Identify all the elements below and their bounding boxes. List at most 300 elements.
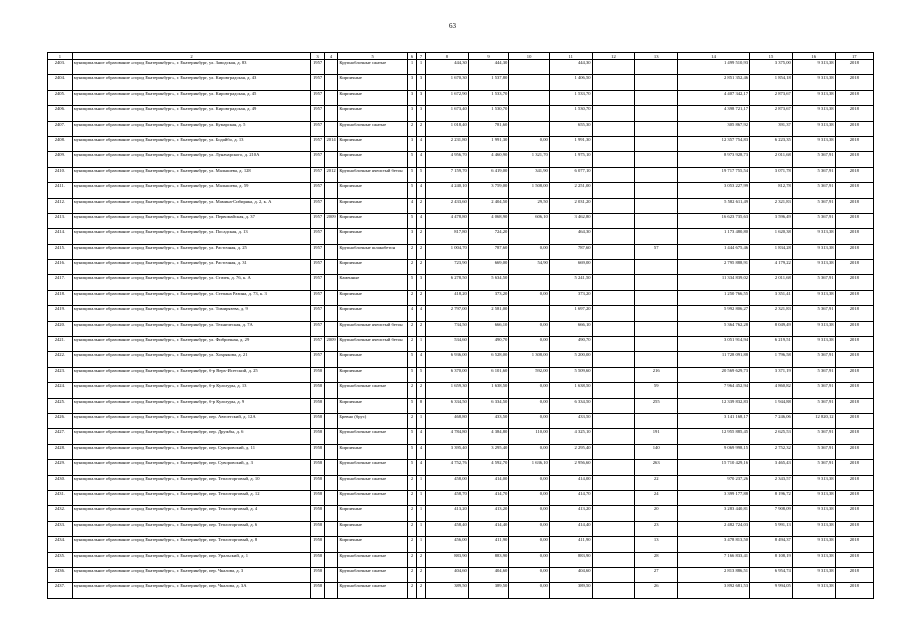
cell-col-6: 5 <box>408 460 417 475</box>
cell-col-2: муниципальное образование «город Екатеринбург», г. Екатеринбург, пер. Теплоторговый, д. 4 <box>72 506 311 521</box>
cell-col-13: 140 <box>635 444 678 459</box>
cell-col-14: 3 141 168,17 <box>678 413 750 428</box>
cell-col-2: муниципальное образование «город Екатеринбург», г. Екатеринбург, ул. Кировградская, д. 45 <box>72 90 311 105</box>
cell-col-8: 468,80 <box>426 413 469 428</box>
cell-col-1: 2421. <box>48 337 73 352</box>
column-numbers-row <box>48 53 874 60</box>
cell-col-3: 1957 <box>311 60 325 75</box>
table-row <box>48 275 874 290</box>
cell-col-1: 2414. <box>48 229 73 244</box>
cell-col-2: муниципальное образование «город Екатеринбург», г. Екатеринбург, ул. Хохрякова, д. 21 <box>72 352 311 367</box>
cell-col-5: Крупноблочные сжатые <box>338 460 408 475</box>
cell-col-8: 404,60 <box>426 567 469 582</box>
cell-col-1: 2429. <box>48 460 73 475</box>
cell-col-10: 0,00 <box>509 552 550 567</box>
cell-col-15: 9 994,05 <box>750 583 793 598</box>
cell-col-12 <box>592 460 635 475</box>
cell-col-15: 1 834,28 <box>750 244 793 259</box>
cell-col-2: муниципальное образование «город Екатеринбург», г. Екатеринбург, пер. Уральский, д. 1 <box>72 552 311 567</box>
cell-col-16: 5 367,91 <box>792 367 835 382</box>
cell-col-10: 0,00 <box>509 383 550 398</box>
cell-col-14: 1 444 675,46 <box>678 244 750 259</box>
cell-col-2: муниципальное образование «город Екатеринбург», г. Екатеринбург, пер. Суворовский, д. 11 <box>72 444 311 459</box>
cell-col-2: муниципальное образование «город Екатеринбург», г. Екатеринбург, пер. Чкалова, д. 3А <box>72 583 311 598</box>
cell-col-6: 5 <box>408 152 417 167</box>
column-number-header: 9 <box>468 53 509 60</box>
cell-col-10 <box>509 275 550 290</box>
cell-col-5: Кирпичные <box>338 198 408 213</box>
cell-col-3: 1957 <box>311 290 325 305</box>
cell-col-10 <box>509 90 550 105</box>
cell-col-10: 0,00 <box>509 567 550 582</box>
table-row <box>48 490 874 505</box>
cell-col-15: 2 321,83 <box>750 198 793 213</box>
cell-col-2: муниципальное образование «город Екатеринбург», г. Екатеринбург, ул. Бодайбо, д. 13 <box>72 136 311 151</box>
cell-col-11: 787,60 <box>549 244 592 259</box>
cell-col-3: 1957 <box>311 167 325 182</box>
cell-col-3: 1957 <box>311 337 325 352</box>
cell-col-13 <box>635 306 678 321</box>
cell-col-1: 2420. <box>48 321 73 336</box>
cell-col-13 <box>635 275 678 290</box>
cell-col-12 <box>592 275 635 290</box>
cell-col-16: 5 367,91 <box>792 398 835 413</box>
cell-col-5: Кирпичные <box>338 106 408 121</box>
cell-col-7: 2 <box>417 567 426 582</box>
cell-col-7: 2 <box>417 583 426 598</box>
cell-col-14: 3 478 813,50 <box>678 537 750 552</box>
cell-col-8: 723,90 <box>426 260 469 275</box>
cell-col-4 <box>324 398 338 413</box>
cell-col-12 <box>592 583 635 598</box>
cell-col-14: 305 867,92 <box>678 121 750 136</box>
cell-col-14: 3 399 177,88 <box>678 490 750 505</box>
cell-col-3: 1957 <box>311 198 325 213</box>
cell-col-17: 2018 <box>835 383 873 398</box>
cell-col-12 <box>592 383 635 398</box>
cell-col-3: 1957 <box>311 213 325 228</box>
cell-col-10: 0,00 <box>509 136 550 151</box>
cell-col-16: 9 313,38 <box>792 229 835 244</box>
cell-col-2: муниципальное образование «город Екатеринбург», г. Екатеринбург, пер. Дружбы, д. 6 <box>72 429 311 444</box>
cell-col-5: Крупноблочные сжатые <box>338 490 408 505</box>
cell-col-1: 2404. <box>48 75 73 90</box>
cell-col-3: 1957 <box>311 106 325 121</box>
cell-col-7: 3 <box>417 90 426 105</box>
cell-col-5: Кирпичные <box>338 229 408 244</box>
cell-col-11: 1 530,70 <box>549 106 592 121</box>
cell-col-6: 5 <box>408 352 417 367</box>
cell-col-3: 1958 <box>311 567 325 582</box>
cell-col-3: 1958 <box>311 537 325 552</box>
cell-col-11: 883,90 <box>549 552 592 567</box>
cell-col-16: 9 313,38 <box>792 90 835 105</box>
table-row <box>48 121 874 136</box>
cell-col-6: 2 <box>408 521 417 536</box>
cell-col-17: 2018 <box>835 367 873 382</box>
cell-col-1: 2430. <box>48 475 73 490</box>
cell-col-14: 7 166 833,41 <box>678 552 750 567</box>
cell-col-13 <box>635 352 678 367</box>
cell-col-1: 2433. <box>48 521 73 536</box>
cell-col-8: 413,20 <box>426 506 469 521</box>
cell-col-5: Кирпичные <box>338 75 408 90</box>
cell-col-15: 5 991,13 <box>750 521 793 536</box>
cell-col-17: 2018 <box>835 152 873 167</box>
cell-col-11: 464,30 <box>549 229 592 244</box>
cell-col-17: 2018 <box>835 260 873 275</box>
cell-col-6: 2 <box>408 244 417 259</box>
cell-col-12 <box>592 567 635 582</box>
cell-col-8: 1 659,30 <box>426 383 469 398</box>
cell-col-8: 1 004,70 <box>426 244 469 259</box>
cell-col-8: 7 159,70 <box>426 167 469 182</box>
cell-col-2: муниципальное образование «город Екатеринбург», г. Екатеринбург, пер. Теплоторговый, д. 8 <box>72 537 311 552</box>
cell-col-13 <box>635 106 678 121</box>
housing-registry-table <box>47 52 874 599</box>
cell-col-3: 1958 <box>311 444 325 459</box>
cell-col-11: 6 334,50 <box>549 398 592 413</box>
cell-col-14: 1 250 766,55 <box>678 290 750 305</box>
cell-col-5: Каменные <box>338 275 408 290</box>
cell-col-7: 4 <box>417 460 426 475</box>
cell-col-2: муниципальное образование «город Екатеринбург», г. Екатеринбург, ул. Малышева, д. 128 <box>72 167 311 182</box>
cell-col-13 <box>635 260 678 275</box>
table-row <box>48 306 874 321</box>
cell-col-6: 2 <box>408 337 417 352</box>
cell-col-9: 883,90 <box>468 552 509 567</box>
cell-col-16: 9 313,38 <box>792 244 835 259</box>
cell-col-9: 2 404,50 <box>468 198 509 213</box>
cell-col-5: Кирпичные <box>338 398 408 413</box>
cell-col-16: 5 367,91 <box>792 213 835 228</box>
cell-col-1: 2428. <box>48 444 73 459</box>
cell-col-1: 2422. <box>48 352 73 367</box>
cell-col-16: 9 313,38 <box>792 290 835 305</box>
cell-col-11: 444,30 <box>549 60 592 75</box>
cell-col-9: 433,50 <box>468 413 509 428</box>
cell-col-1: 2426. <box>48 413 73 428</box>
table-row <box>48 337 874 352</box>
cell-col-2: муниципальное образование «город Екатеринбург», г. Екатеринбург, б-р Культуры, д. 9 <box>72 398 311 413</box>
cell-col-9: 1 530,70 <box>468 106 509 121</box>
cell-col-17: 2018 <box>835 306 873 321</box>
cell-col-17: 2018 <box>835 398 873 413</box>
cell-col-9: 669,00 <box>468 260 509 275</box>
cell-col-13 <box>635 136 678 151</box>
cell-col-8: 4 752,76 <box>426 460 469 475</box>
cell-col-7: 8 <box>417 398 426 413</box>
cell-col-4 <box>324 490 338 505</box>
cell-col-3: 1957 <box>311 183 325 198</box>
cell-col-16: 9 313,38 <box>792 552 835 567</box>
cell-col-11: 1 975,10 <box>549 152 592 167</box>
cell-col-11: 413,20 <box>549 506 592 521</box>
cell-col-5: Крупноблочные сжатые <box>338 567 408 582</box>
cell-col-7: 3 <box>417 106 426 121</box>
cell-col-11: 490,70 <box>549 337 592 352</box>
cell-col-13: 13 <box>635 537 678 552</box>
cell-col-14: 2 851 352,46 <box>678 75 750 90</box>
cell-col-9: 1 537,80 <box>468 75 509 90</box>
cell-col-9: 3 759,00 <box>468 183 509 198</box>
cell-col-3: 1958 <box>311 583 325 598</box>
table-row <box>48 413 874 428</box>
cell-col-10: 1 321,70 <box>509 152 550 167</box>
cell-col-9: 490,70 <box>468 337 509 352</box>
cell-col-2: муниципальное образование «город Екатеринбург», г. Екатеринбург, пер. Суворовский, д. 3 <box>72 460 311 475</box>
cell-col-11: 666,10 <box>549 321 592 336</box>
cell-col-1: 2435. <box>48 552 73 567</box>
cell-col-3: 1958 <box>311 521 325 536</box>
cell-col-4 <box>324 367 338 382</box>
cell-col-8: 4 478,80 <box>426 213 469 228</box>
cell-col-2: муниципальное образование «город Екатеринбург», г. Екатеринбург, ул. Кировградская, д. 49 <box>72 106 311 121</box>
cell-col-10: 0,00 <box>509 444 550 459</box>
cell-col-3: 1958 <box>311 383 325 398</box>
cell-col-7: 3 <box>417 75 426 90</box>
column-number-header: 13 <box>635 53 678 60</box>
cell-col-10: 341,90 <box>509 167 550 182</box>
cell-col-17: 2018 <box>835 521 873 536</box>
cell-col-1: 2424. <box>48 383 73 398</box>
cell-col-4 <box>324 567 338 582</box>
cell-col-8: 2 797,00 <box>426 306 469 321</box>
cell-col-2: муниципальное образование «город Екатеринбург», г. Екатеринбург, ул. Расточная, д. 31 <box>72 260 311 275</box>
cell-col-5: Крупноблочные сжатые <box>338 583 408 598</box>
cell-col-11: 411,90 <box>549 537 592 552</box>
cell-col-5: Кирпичные <box>338 290 408 305</box>
cell-col-4: 2012 <box>324 167 338 182</box>
table-row <box>48 60 874 75</box>
cell-col-16: 9 313,38 <box>792 60 835 75</box>
cell-col-3: 1957 <box>311 136 325 151</box>
table-row <box>48 167 874 182</box>
cell-col-17: 2018 <box>835 290 873 305</box>
cell-col-2: муниципальное образование «город Екатеринбург», г. Екатеринбург, пер. Автоегский, д. 12А <box>72 413 311 428</box>
cell-col-15: 3 375,00 <box>750 60 793 75</box>
cell-col-6: 1 <box>408 60 417 75</box>
cell-col-14: 15 710 429,16 <box>678 460 750 475</box>
cell-col-1: 2427. <box>48 429 73 444</box>
cell-col-2: муниципальное образование «город Екатеринбург», г. Екатеринбург, пер. Чкалова, д. 3 <box>72 567 311 582</box>
cell-col-6: 2 <box>408 121 417 136</box>
cell-col-6: 5 <box>408 275 417 290</box>
cell-col-7: 3 <box>417 275 426 290</box>
cell-col-2: муниципальное образование «город Екатеринбург», г. Екатеринбург, ул. Заводская, д. 83 <box>72 60 311 75</box>
cell-col-16: 9 313,38 <box>792 567 835 582</box>
cell-col-8: 734,50 <box>426 321 469 336</box>
cell-col-5: Крупноблочные сжатые <box>338 475 408 490</box>
cell-col-1: 2431. <box>48 490 73 505</box>
cell-col-11: 414,70 <box>549 490 592 505</box>
table-row <box>48 460 874 475</box>
cell-col-13: 22 <box>635 475 678 490</box>
cell-col-4 <box>324 290 338 305</box>
cell-col-7: 2 <box>417 244 426 259</box>
cell-col-1: 2437. <box>48 583 73 598</box>
cell-col-2: муниципальное образование «город Екатеринбург», г. Екатеринбург, пер. Теплоторговый, д. 12 <box>72 490 311 505</box>
cell-col-11: 389,50 <box>549 583 592 598</box>
cell-col-7: 1 <box>417 537 426 552</box>
cell-col-7: 1 <box>417 521 426 536</box>
cell-col-11: 2 295,40 <box>549 444 592 459</box>
cell-col-9: 414,40 <box>468 521 509 536</box>
cell-col-6: 2 <box>408 567 417 582</box>
table-row <box>48 475 874 490</box>
cell-col-10 <box>509 229 550 244</box>
cell-col-16: 5 367,91 <box>792 383 835 398</box>
cell-col-13 <box>635 321 678 336</box>
cell-col-13: 59 <box>635 383 678 398</box>
cell-col-13: 20 <box>635 506 678 521</box>
cell-col-8: 444,30 <box>426 60 469 75</box>
cell-col-17: 2018 <box>835 321 873 336</box>
cell-col-17: 2018 <box>835 506 873 521</box>
cell-col-10: 1 508,00 <box>509 183 550 198</box>
cell-col-5: Крупноблочные ячеистый бетон <box>338 321 408 336</box>
cell-col-13 <box>635 413 678 428</box>
cell-col-12 <box>592 198 635 213</box>
cell-col-3: 1958 <box>311 506 325 521</box>
cell-col-3: 1958 <box>311 460 325 475</box>
cell-col-5: Кирпичные <box>338 306 408 321</box>
cell-col-4 <box>324 275 338 290</box>
cell-col-13: 57 <box>635 244 678 259</box>
cell-col-5: Крупноблочные сжатые <box>338 60 408 75</box>
table-row <box>48 183 874 198</box>
cell-col-7: 2 <box>417 198 426 213</box>
cell-col-11: 5 509,60 <box>549 367 592 382</box>
cell-col-11: 3 462,80 <box>549 213 592 228</box>
cell-col-15: 391,37 <box>750 121 793 136</box>
cell-col-12 <box>592 183 635 198</box>
cell-col-12 <box>592 337 635 352</box>
cell-col-16: 9 313,38 <box>792 521 835 536</box>
cell-col-8: 6 334,50 <box>426 398 469 413</box>
cell-col-13: 263 <box>635 460 678 475</box>
cell-col-9: 4 460,90 <box>468 152 509 167</box>
cell-col-7: 4 <box>417 152 426 167</box>
cell-col-14: 3 892 681,53 <box>678 583 750 598</box>
cell-col-14: 11 334 839,02 <box>678 275 750 290</box>
table-row <box>48 352 874 367</box>
cell-col-12 <box>592 229 635 244</box>
cell-col-4 <box>324 352 338 367</box>
cell-col-11: 1 638,50 <box>549 383 592 398</box>
cell-col-5: Крупноблочные сжатые <box>338 429 408 444</box>
cell-col-11: 433,50 <box>549 413 592 428</box>
cell-col-10: 0,00 <box>509 506 550 521</box>
cell-col-17: 2018 <box>835 352 873 367</box>
cell-col-16: 9 313,38 <box>792 490 835 505</box>
cell-col-15: 2 321,83 <box>750 306 793 321</box>
cell-col-9: 6 334,50 <box>468 398 509 413</box>
cell-col-4 <box>324 583 338 598</box>
cell-col-15: 812,78 <box>750 183 793 198</box>
cell-col-17: 2018 <box>835 60 873 75</box>
cell-col-5: Кирпичные <box>338 183 408 198</box>
column-number-header: 2 <box>72 53 311 60</box>
cell-col-2: муниципальное образование «город Екатеринбург», г. Екатеринбург, ул. Луначарского, д. 210А <box>72 152 311 167</box>
cell-col-13 <box>635 75 678 90</box>
cell-col-7: 4 <box>417 444 426 459</box>
cell-col-2: муниципальное образование «город Екатеринбург», г. Екатеринбург, б-р Культуры, д. 13 <box>72 383 311 398</box>
cell-col-14: 12 339 832,83 <box>678 398 750 413</box>
cell-col-1: 2403. <box>48 60 73 75</box>
cell-col-7: 4 <box>417 183 426 198</box>
cell-col-12 <box>592 136 635 151</box>
cell-col-17: 2018 <box>835 183 873 198</box>
cell-col-15: 7 246,06 <box>750 413 793 428</box>
cell-col-2: муниципальное образование «город Екатеринбург», г. Екатеринбург, ул. Первомайская, д. 37 <box>72 213 311 228</box>
cell-col-14: 11 728 091,88 <box>678 352 750 367</box>
cell-col-8: 4 956,70 <box>426 152 469 167</box>
cell-col-15: 2 625,53 <box>750 429 793 444</box>
cell-col-14: 7 964 452,94 <box>678 383 750 398</box>
cell-col-15: 8 049,49 <box>750 321 793 336</box>
cell-col-15: 2 873,67 <box>750 90 793 105</box>
cell-col-16: 5 367,91 <box>792 352 835 367</box>
cell-col-6: 5 <box>408 183 417 198</box>
cell-col-9: 4 384,80 <box>468 429 509 444</box>
cell-col-17: 2018 <box>835 75 873 90</box>
cell-col-17: 2018 <box>835 490 873 505</box>
cell-col-6: 4 <box>408 306 417 321</box>
cell-col-17: 2018 <box>835 552 873 567</box>
cell-col-8: 1 018,40 <box>426 121 469 136</box>
cell-col-16: 5 367,91 <box>792 460 835 475</box>
cell-col-16: 9 313,38 <box>792 321 835 336</box>
cell-col-4 <box>324 444 338 459</box>
cell-col-14: 8 973 928,73 <box>678 152 750 167</box>
cell-col-16: 12 820,12 <box>792 413 835 428</box>
cell-col-13 <box>635 152 678 167</box>
cell-col-5: Кирпичные <box>338 537 408 552</box>
cell-col-14: 2 795 888,91 <box>678 260 750 275</box>
cell-col-6: 5 <box>408 213 417 228</box>
cell-col-7: 4 <box>417 136 426 151</box>
cell-col-9: 781,60 <box>468 121 509 136</box>
cell-col-7: 1 <box>417 490 426 505</box>
cell-col-4 <box>324 183 338 198</box>
cell-col-7: 2 <box>417 260 426 275</box>
column-number-header: 10 <box>509 53 550 60</box>
cell-col-4: 2009 <box>324 213 338 228</box>
cell-col-8: 3 395,40 <box>426 444 469 459</box>
cell-col-12 <box>592 152 635 167</box>
cell-col-17: 2018 <box>835 198 873 213</box>
cell-col-8: 458,70 <box>426 490 469 505</box>
cell-col-11: 1 991,30 <box>549 136 592 151</box>
cell-col-2: муниципальное образование «город Екатеринбург», г. Екатеринбург, ул. Мамина-Сибиряка, д. 2, к. А <box>72 198 311 213</box>
cell-col-10: 0,00 <box>509 490 550 505</box>
cell-col-5: Кирпичные <box>338 136 408 151</box>
cell-col-7: 1 <box>417 475 426 490</box>
cell-col-9: 2 581,00 <box>468 306 509 321</box>
table-row <box>48 290 874 305</box>
cell-col-12 <box>592 260 635 275</box>
cell-col-5: Кирпичные <box>338 521 408 536</box>
cell-col-5: Кирпичные <box>338 367 408 382</box>
cell-col-9: 444,30 <box>468 60 509 75</box>
cell-col-16: 5 367,91 <box>792 167 835 182</box>
cell-col-6: 2 <box>408 290 417 305</box>
cell-col-13: 26 <box>635 583 678 598</box>
cell-col-10: 0,00 <box>509 413 550 428</box>
cell-col-10: 0,00 <box>509 337 550 352</box>
cell-col-12 <box>592 398 635 413</box>
